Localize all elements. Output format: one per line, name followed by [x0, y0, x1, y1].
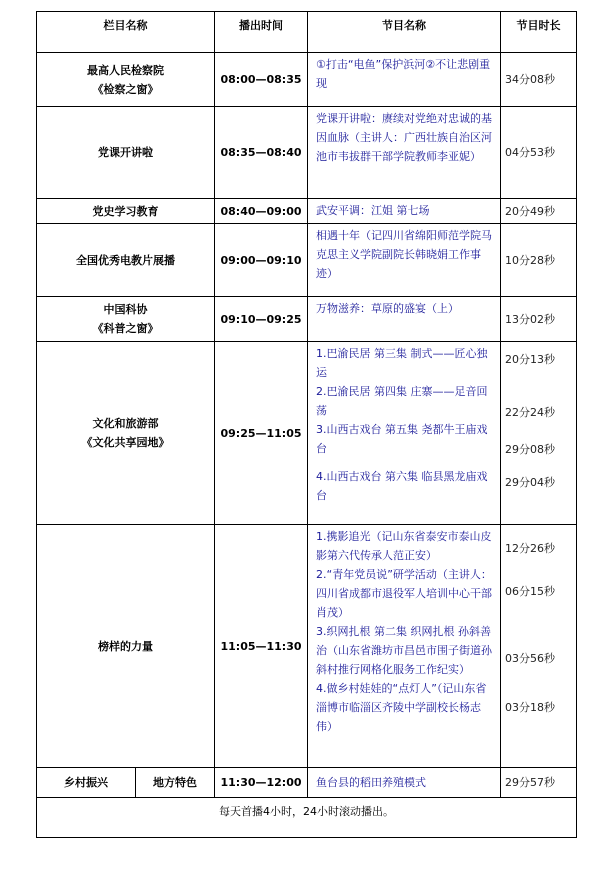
- program-item: 3.织网扎根 第二集 织网扎根 孙斜善治（山东省潍坊市昌邑市围子街道孙斜村推行网格化服务工作纪实）: [316, 625, 492, 676]
- broadcast-time: 11:30—12:00: [215, 768, 308, 798]
- schedule-table: [36, 11, 577, 838]
- program-item: 1.巴渝民居 第三集 制式——匠心独运: [316, 347, 488, 379]
- program-duration: 06分15秒: [505, 585, 555, 598]
- program-name: 武安平调：江姐 第七场: [308, 199, 501, 224]
- column-name-line: 最高人民检察院: [87, 63, 164, 77]
- table-row: [37, 199, 577, 224]
- program-item: 2.“青年党员说”研学活动（主讲人：四川省成都市退役军人培训中心干部肖茂）: [316, 568, 492, 619]
- program-duration: 29分04秒: [505, 476, 555, 489]
- footer-row: [37, 798, 577, 838]
- broadcast-time: 11:05—11:30: [215, 525, 308, 768]
- column-name-cell: [37, 342, 215, 525]
- program-duration: 29分08秒: [505, 443, 555, 456]
- table-row: [37, 342, 577, 525]
- program-duration: 22分24秒: [505, 406, 555, 419]
- program-duration: 03分56秒: [505, 652, 555, 665]
- program-name: ①打击“电鱼”保护浜河②不让悲剧重现: [308, 53, 501, 107]
- footer-note: 每天首播4小时，24小时滚动播出。: [37, 798, 577, 838]
- program-item: 4.山西古戏台 第六集 临县黑龙庙戏台: [316, 470, 488, 502]
- program-duration: 03分18秒: [505, 701, 555, 714]
- duration-list: [501, 525, 577, 768]
- column-name-line: 文化和旅游部: [92, 417, 159, 430]
- column-name-cell: [37, 107, 215, 199]
- broadcast-time: 08:35—08:40: [215, 107, 308, 199]
- column-name-cell: [37, 53, 215, 107]
- column-name-cell: [37, 525, 215, 768]
- program-list: [308, 342, 501, 525]
- table-row: [37, 768, 577, 798]
- header-program-name: 节目名称: [308, 12, 501, 53]
- program-duration: 29分57秒: [501, 768, 577, 798]
- column-name-cell: [37, 199, 215, 224]
- program-duration: 13分02秒: [501, 297, 577, 342]
- program-name: 万物滋养：草原的盛宴（上）: [308, 297, 501, 342]
- broadcast-time: 09:00—09:10: [215, 224, 308, 297]
- program-duration: 12分26秒: [505, 542, 555, 555]
- column-name-line: 《检察之窗》: [92, 82, 159, 96]
- header-column-name: 栏目名称: [37, 12, 215, 53]
- table-row: [37, 525, 577, 768]
- column-name-line: 中国科协: [103, 303, 148, 316]
- program-name: 党课开讲啦：赓续对党绝对忠诚的基因血脉（主讲人：广西壮族自治区河池市韦拔群干部学院教师李亚妮）: [308, 107, 501, 199]
- program-item: 1.携影追光（记山东省泰安市泰山皮影第六代传承人范正安）: [316, 530, 492, 562]
- program-duration: 34分08秒: [501, 53, 577, 107]
- program-list: [308, 525, 501, 768]
- program-duration: 10分28秒: [501, 224, 577, 297]
- column-name-cell: [37, 297, 215, 342]
- column-name-cell: [37, 224, 215, 297]
- broadcast-time: 09:25—11:05: [215, 342, 308, 525]
- header-broadcast-time: 播出时间: [215, 12, 308, 53]
- duration-list: [501, 342, 577, 525]
- header-row: [37, 12, 577, 53]
- column-name-line: 《文化共享园地》: [81, 436, 170, 449]
- program-duration: 04分53秒: [501, 107, 577, 199]
- program-item: 3.山西古戏台 第五集 尧都牛王庙戏台: [316, 423, 488, 455]
- header-duration: 节目时长: [501, 12, 577, 53]
- column-name-line: 党史学习教育: [92, 204, 159, 218]
- column-name-line: 党课开讲啦: [98, 146, 153, 159]
- broadcast-time: 09:10—09:25: [215, 297, 308, 342]
- program-item: 2.巴渝民居 第四集 庄寨——足音回荡: [316, 385, 488, 417]
- table-row: [37, 297, 577, 342]
- broadcast-time: 08:00—08:35: [215, 53, 308, 107]
- program-duration: 20分13秒: [505, 353, 555, 366]
- table-row: [37, 53, 577, 107]
- program-name: 鱼台县的稻田养殖模式: [308, 768, 501, 798]
- category-cell: 乡村振兴: [37, 768, 136, 798]
- program-item: 4.做乡村娃娃的“点灯人”（记山东省淄博市临淄区齐陵中学副校长杨志伟）: [316, 682, 487, 733]
- program-duration: 20分49秒: [501, 199, 577, 224]
- subcategory-cell: 地方特色: [136, 768, 215, 798]
- column-name-line: 全国优秀电教片展播: [76, 253, 175, 267]
- table-row: [37, 107, 577, 199]
- column-name-line: 《科普之窗》: [92, 322, 159, 335]
- column-name-line: 榜样的力量: [98, 639, 153, 653]
- table-row: [37, 224, 577, 297]
- broadcast-time: 08:40—09:00: [215, 199, 308, 224]
- program-name: 相遇十年（记四川省绵阳师范学院马克思主义学院副院长韩晓娟工作事迹）: [308, 224, 501, 297]
